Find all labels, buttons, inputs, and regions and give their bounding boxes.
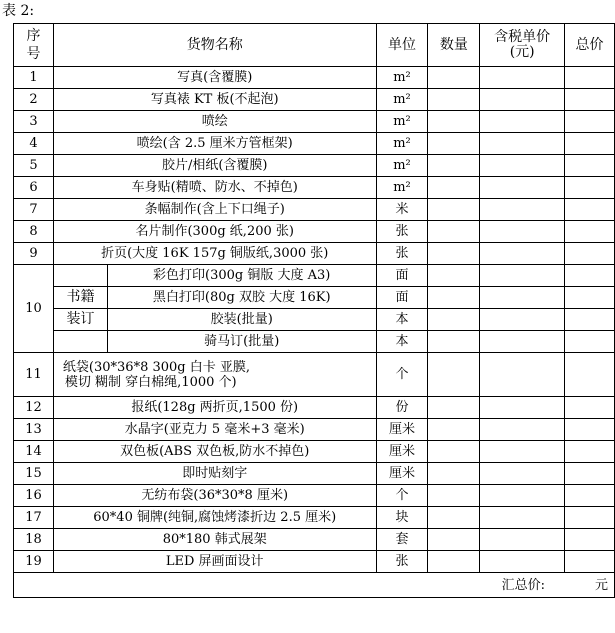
cell-total <box>565 265 615 287</box>
cell-unit: m² <box>376 177 428 199</box>
cell-total <box>565 419 615 441</box>
cell-seq: 8 <box>14 221 54 243</box>
table-row <box>14 419 615 441</box>
cell-seq: 14 <box>14 441 54 463</box>
cell-name: 80*180 韩式展架 <box>53 529 376 551</box>
cell-total <box>565 199 615 221</box>
cell-seq: 11 <box>14 353 54 397</box>
cell-name: 胶片/相纸(含覆膜) <box>53 155 376 177</box>
cell-total <box>565 67 615 89</box>
cell-qty <box>428 177 480 199</box>
cell-seq: 15 <box>14 463 54 485</box>
cell-qty <box>428 529 480 551</box>
header-qty: 数量 <box>428 24 480 67</box>
cell-qty <box>428 243 480 265</box>
cell-price <box>480 419 565 441</box>
cell-name: 水晶字(亚克力 5 毫米+3 毫米) <box>53 419 376 441</box>
cell-unit: 厘米 <box>376 441 428 463</box>
cell-total <box>565 397 615 419</box>
cell-total <box>565 551 615 573</box>
cell-total <box>565 529 615 551</box>
cell-unit: 份 <box>376 397 428 419</box>
cell-seq: 7 <box>14 199 54 221</box>
binding-item-name: 骑马订(批量) <box>204 334 280 349</box>
cell-unit: 米 <box>376 199 428 221</box>
cell-price <box>480 265 565 287</box>
cell-total <box>565 133 615 155</box>
cell-qty <box>428 485 480 507</box>
cell-qty <box>428 331 480 353</box>
cell-price <box>480 309 565 331</box>
cell-price <box>480 331 565 353</box>
cell-seq: 2 <box>14 89 54 111</box>
cell-price <box>480 353 565 397</box>
cell-name: 双色板(ABS 双色板,防水不掉色) <box>53 441 376 463</box>
binding-group-label: 书籍 装订 <box>66 289 95 327</box>
cell-qty <box>428 155 480 177</box>
cell-name: 无纺布袋(36*30*8 厘米) <box>53 485 376 507</box>
header-seq: 序号 <box>14 24 54 67</box>
cell-unit: m² <box>376 133 428 155</box>
cell-price <box>480 397 565 419</box>
cell-unit: 套 <box>376 529 428 551</box>
cell-price <box>480 507 565 529</box>
cell-total <box>565 111 615 133</box>
cell-price <box>480 551 565 573</box>
cell-total <box>565 287 615 309</box>
cell-price <box>480 463 565 485</box>
cell-unit: m² <box>376 111 428 133</box>
grand-total-cell <box>14 573 615 598</box>
total-row <box>14 573 615 598</box>
cell-unit: m² <box>376 155 428 177</box>
table-row <box>14 529 615 551</box>
cell-name: 报纸(128g 两折页,1500 份) <box>53 397 376 419</box>
cell-total <box>565 441 615 463</box>
cell-qty <box>428 89 480 111</box>
cell-unit: 块 <box>376 507 428 529</box>
cell-total <box>565 221 615 243</box>
cell-total <box>565 243 615 265</box>
cell-seq: 5 <box>14 155 54 177</box>
table-row <box>14 485 615 507</box>
cell-unit: 个 <box>376 353 428 397</box>
cell-seq: 6 <box>14 177 54 199</box>
cell-seq: 18 <box>14 529 54 551</box>
cell-seq: 3 <box>14 111 54 133</box>
cell-qty <box>428 309 480 331</box>
table-row <box>14 155 615 177</box>
cell-seq: 13 <box>14 419 54 441</box>
cell-name: LED 屏画面设计 <box>53 551 376 573</box>
header-total: 总价 <box>565 24 615 67</box>
cell-total <box>565 309 615 331</box>
cell-name: 喷绘 <box>53 111 376 133</box>
cell-qty <box>428 463 480 485</box>
cell-qty <box>428 199 480 221</box>
cell-seq: 12 <box>14 397 54 419</box>
binding-item-name: 胶装(批量) <box>210 312 273 327</box>
cell-name: 写真裱 KT 板(不起泡) <box>53 89 376 111</box>
cell-name: 喷绘(含 2.5 厘米方管框架) <box>53 133 376 155</box>
cell-unit: 张 <box>376 221 428 243</box>
header-unit: 单位 <box>376 24 428 67</box>
cell-unit: 厘米 <box>376 463 428 485</box>
cell-total <box>565 463 615 485</box>
cell-qty <box>428 111 480 133</box>
cell-name: 即时贴刻字 <box>53 463 376 485</box>
cell-price <box>480 133 565 155</box>
cell-price <box>480 199 565 221</box>
cell-total <box>565 485 615 507</box>
cell-name: 名片制作(300g 纸,200 张) <box>53 221 376 243</box>
cell-seq: 9 <box>14 243 54 265</box>
cell-unit: 张 <box>376 551 428 573</box>
cell-name: 纸袋(30*36*8 300g 白卡 亚膜, 模切 糊制 穿白棉绳,1000 个) <box>53 353 376 397</box>
table-row <box>14 353 615 397</box>
cell-qty <box>428 551 480 573</box>
table-row <box>14 463 615 485</box>
cell-qty <box>428 67 480 89</box>
cell-qty <box>428 287 480 309</box>
grand-total-label: 汇总价: <box>501 577 545 593</box>
table-row <box>14 441 615 463</box>
cell-price <box>480 441 565 463</box>
cell-name: 条幅制作(含上下口绳子) <box>53 199 376 221</box>
table-row <box>14 221 615 243</box>
cell-price <box>480 243 565 265</box>
header-row <box>14 24 615 67</box>
cell-total <box>565 155 615 177</box>
cell-qty <box>428 353 480 397</box>
cell-price <box>480 221 565 243</box>
cell-price <box>480 89 565 111</box>
cell-total <box>565 331 615 353</box>
cell-seq: 10 <box>14 265 54 353</box>
table-row <box>14 111 615 133</box>
cell-name: 写真(含覆膜) <box>53 67 376 89</box>
table-row <box>14 551 615 573</box>
cell-unit: 面 <box>376 287 428 309</box>
cell-seq: 19 <box>14 551 54 573</box>
cell-total <box>565 89 615 111</box>
binding-item-name: 黑白打印(80g 双胶 大度 16K) <box>152 290 331 305</box>
cell-price <box>480 67 565 89</box>
cell-unit: 本 <box>376 331 428 353</box>
table-row <box>14 199 615 221</box>
table-row <box>14 243 615 265</box>
header-price: 含税单价 (元) <box>480 24 565 67</box>
cell-unit: 面 <box>376 265 428 287</box>
binding-item-name: 彩色打印(300g 铜版 大度 A3) <box>153 268 331 283</box>
cell-name: 车身贴(精喷、防水、不掉色) <box>53 177 376 199</box>
cell-unit: 本 <box>376 309 428 331</box>
cell-qty <box>428 397 480 419</box>
cell-total <box>565 507 615 529</box>
cell-price <box>480 287 565 309</box>
table-row <box>14 177 615 199</box>
cell-qty <box>428 133 480 155</box>
cell-qty <box>428 441 480 463</box>
cell-seq: 17 <box>14 507 54 529</box>
cell-unit: 厘米 <box>376 419 428 441</box>
cell-unit: m² <box>376 89 428 111</box>
cell-qty <box>428 419 480 441</box>
cell-total <box>565 177 615 199</box>
table-row <box>14 89 615 111</box>
cell-qty <box>428 221 480 243</box>
table-caption: 表 2: <box>2 3 35 19</box>
cell-price <box>480 485 565 507</box>
table-row <box>14 133 615 155</box>
table-row <box>14 507 615 529</box>
cell-seq: 1 <box>14 67 54 89</box>
cell-qty <box>428 507 480 529</box>
cell-price <box>480 529 565 551</box>
table-row <box>14 67 615 89</box>
cell-total <box>565 353 615 397</box>
cell-unit: m² <box>376 67 428 89</box>
cell-seq: 16 <box>14 485 54 507</box>
cell-name: 60*40 铜牌(纯铜,腐蚀烤漆折边 2.5 厘米) <box>53 507 376 529</box>
cell-unit: 个 <box>376 485 428 507</box>
cell-qty <box>428 265 480 287</box>
cell-name: 折页(大度 16K 157g 铜版纸,3000 张) <box>53 243 376 265</box>
cell-price <box>480 111 565 133</box>
table-row <box>14 397 615 419</box>
cell-unit: 张 <box>376 243 428 265</box>
header-name: 货物名称 <box>53 24 376 67</box>
cell-price <box>480 177 565 199</box>
currency-unit: 元 <box>594 577 608 593</box>
cell-price <box>480 155 565 177</box>
cell-seq: 4 <box>14 133 54 155</box>
